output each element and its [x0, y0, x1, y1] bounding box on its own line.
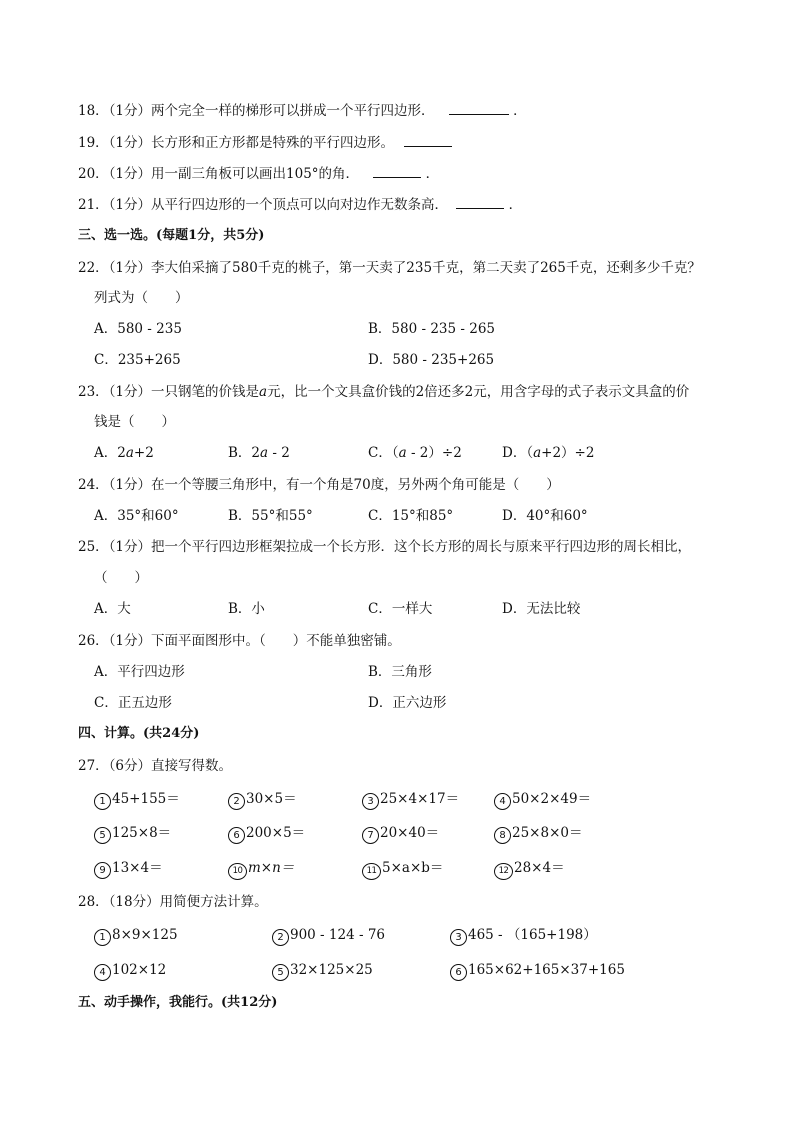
question-text: 用一副三角板可以画出105°的角．	[151, 166, 360, 182]
calc-item: 7 20×40＝	[362, 824, 439, 844]
question-score: （1分）	[108, 260, 152, 276]
question-number: 19．	[78, 135, 109, 151]
calc-item: 9 13×4＝	[94, 859, 163, 879]
calc-item: 1 8×9×125	[94, 926, 178, 946]
calc-item: 11 5×a×b＝	[362, 859, 443, 880]
question-end: ．	[508, 197, 523, 213]
question-22	[78, 259, 701, 277]
question-text: 用简便方法计算。	[159, 894, 268, 910]
calc-item: 10 m×n＝	[228, 859, 294, 880]
option-c[interactable]: C．15°和85°	[368, 508, 454, 524]
question-number: 20．	[78, 166, 109, 182]
question-28	[78, 893, 268, 911]
question-27	[78, 757, 232, 775]
calc-item: 4 102×12	[94, 961, 166, 981]
option-c[interactable]: C．一样大	[368, 601, 433, 617]
answer-blank[interactable]	[404, 134, 452, 147]
question-score: （1分）	[108, 103, 152, 119]
question-25	[78, 538, 691, 556]
answer-blank[interactable]	[449, 102, 509, 115]
option-d[interactable]: D．无法比较	[502, 601, 581, 617]
option-a[interactable]: A．2a+2	[94, 445, 154, 461]
question-number: 27．	[78, 758, 109, 774]
question-21	[78, 196, 522, 214]
section-5-heading: 五、动手操作，我能行。(共12分)	[78, 995, 278, 1010]
option-a[interactable]: A．580 - 235	[94, 321, 182, 337]
question-score: （1分）	[108, 197, 152, 213]
option-c[interactable]: C．（a - 2）÷2	[368, 445, 462, 461]
question-text: 把一个平行四边形框架拉成一个长方形．这个长方形的周长与原来平行四边形的周长相比，	[151, 539, 692, 555]
question-text: 长方形和正方形都是特殊的平行四边形。	[151, 135, 395, 151]
option-a[interactable]: A．平行四边形	[94, 664, 185, 680]
answer-blank[interactable]	[456, 196, 504, 209]
question-score: （1分）	[108, 539, 152, 555]
question-number: 25．	[78, 539, 109, 555]
question-text: 下面平面图形中。（ ）不能单独密铺。	[151, 633, 401, 649]
option-b[interactable]: B．55°和55°	[228, 508, 313, 524]
option-d[interactable]: D．40°和60°	[502, 508, 588, 524]
calc-item: 6 200×5＝	[228, 824, 305, 844]
option-b[interactable]: B．三角形	[368, 664, 432, 680]
question-number: 21．	[78, 197, 109, 213]
question-text: 直接写得数。	[151, 758, 233, 774]
calc-item: 3 25×4×17＝	[362, 790, 459, 810]
question-end: ．	[425, 166, 440, 182]
question-text: 李大伯采摘了580千克的桃子，第一天卖了235千克，第二天卖了265千克，还剩多少千克？	[151, 260, 701, 276]
question-score: （18分）	[108, 894, 160, 910]
option-b[interactable]: B．小	[228, 601, 265, 617]
calc-item: 3 465 - （165+198）	[450, 926, 597, 946]
calc-item: 2 30×5＝	[228, 790, 297, 810]
question-18	[78, 102, 527, 120]
calc-item: 5 32×125×25	[272, 961, 373, 981]
question-number: 28．	[78, 894, 109, 910]
calc-item: 8 25×8×0＝	[494, 824, 582, 844]
question-text: 在一个等腰三角形中，有一个角是70度，另外两个角可能是（ ）	[151, 477, 560, 493]
question-number: 23．	[78, 384, 109, 400]
question-text: 两个完全一样的梯形可以拼成一个平行四边形．	[151, 103, 435, 119]
question-number: 22．	[78, 260, 109, 276]
question-score: （1分）	[108, 384, 152, 400]
question-score: （1分）	[108, 166, 152, 182]
answer-blank[interactable]	[373, 165, 421, 178]
question-text: 元，比一个文具盒价钱的2倍还多2元，用含字母的式子表示文具盒的价	[267, 384, 690, 400]
question-number: 18．	[78, 103, 109, 119]
question-score: （1分）	[108, 477, 152, 493]
question-score: （1分）	[108, 135, 152, 151]
option-d[interactable]: D．580 - 235+265	[368, 352, 495, 368]
question-20	[78, 165, 439, 183]
question-19	[78, 134, 452, 152]
option-c[interactable]: C．235+265	[94, 352, 181, 368]
section-3-heading: 三、选一选。(每题1分，共5分)	[78, 228, 265, 243]
option-b[interactable]: B．580 - 235 - 265	[368, 321, 496, 337]
calc-item: 4 50×2×49＝	[494, 790, 591, 810]
question-number: 24．	[78, 477, 109, 493]
option-c[interactable]: C．正五边形	[94, 695, 172, 711]
calc-item: 5 125×8＝	[94, 824, 171, 844]
question-score: （6分）	[108, 758, 152, 774]
option-a[interactable]: A．35°和60°	[94, 508, 179, 524]
option-d[interactable]: D．正六边形	[368, 695, 447, 711]
question-22-text-cont: 列式为（ ）	[94, 290, 189, 306]
question-23-text-cont: 钱是（ ）	[94, 414, 175, 430]
option-d[interactable]: D．（a+2）÷2	[502, 445, 595, 461]
section-4-heading: 四、计算。(共24分)	[78, 726, 200, 741]
question-number: 26．	[78, 633, 109, 649]
question-25-text-cont: （ ）	[94, 570, 148, 586]
question-text: 一只钢笔的价钱是	[151, 384, 260, 400]
question-23	[78, 383, 689, 401]
question-24	[78, 476, 560, 494]
variable-a: a	[259, 384, 268, 400]
calc-item: 12 28×4＝	[494, 859, 565, 880]
option-a[interactable]: A．大	[94, 601, 131, 617]
question-end: ．	[513, 103, 527, 119]
option-b[interactable]: B．2a - 2	[228, 445, 290, 461]
question-text: 从平行四边形的一个顶点可以向对边作无数条高．	[151, 197, 449, 213]
question-26	[78, 632, 401, 650]
calc-item: 1 45+155＝	[94, 790, 180, 810]
calc-item: 2 900 - 124 - 76	[272, 926, 385, 946]
question-score: （1分）	[108, 633, 152, 649]
calc-item: 6 165×62+165×37+165	[450, 961, 625, 981]
